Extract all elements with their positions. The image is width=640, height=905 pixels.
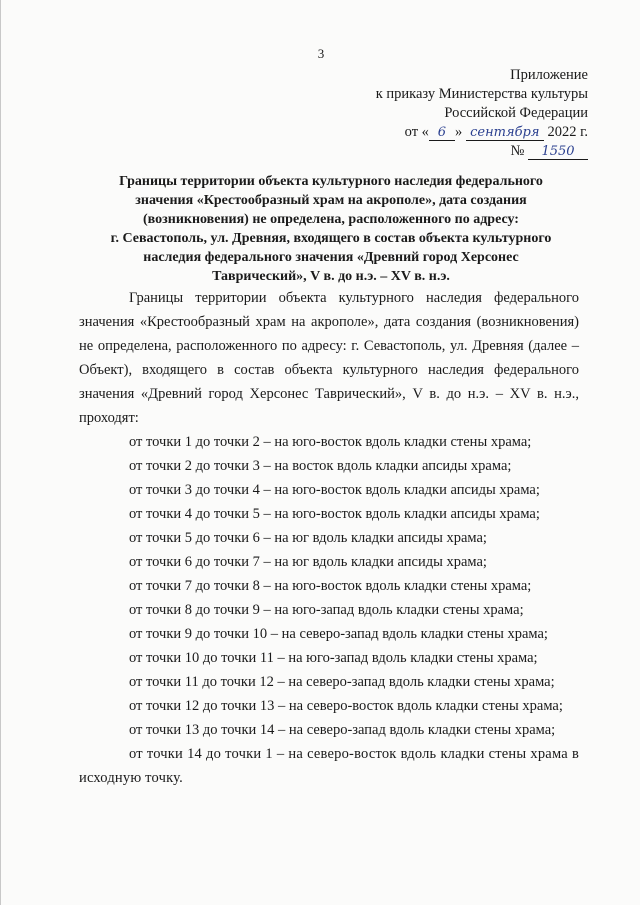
appendix-number-line [376, 142, 588, 161]
list-item: от точки 10 до точки 11 – на юго-запад вдоль кладки стены храма; [129, 650, 538, 666]
list-item: от точки 8 до точки 9 – на юго-запад вдоль кладки стены храма; [129, 602, 524, 618]
appendix-header [376, 66, 588, 161]
title-line: Таврический», V в. до н.э. – XV в. н.э. [212, 269, 450, 284]
list-item: от точки 6 до точки 7 – на юг вдоль кладки апсиды храма; [129, 554, 487, 570]
intro-paragraph: Границы территории объекта культурного наследия федерального значения «Крестообразный храм на акрополе», дата создания (возникновения) не определена, расположенного по адресу: г. Севастополь, ул. Древняя (далее – Объект), входящего в состав объекта культурного наследия федерального значения «Древний город Херсонес Таврический», V в. до н.э. – XV в. н.э., проходят: [79, 290, 579, 426]
document-body [79, 286, 579, 790]
title-line: (возникновения) не определена, расположенного по адресу: [143, 212, 519, 227]
handwritten-number: 1550 [528, 144, 588, 160]
list-item: от точки 7 до точки 8 – на юго-восток вдоль кладки стены храма; [129, 578, 532, 594]
appendix-country-line: Российской Федерации [444, 105, 588, 121]
appendix-date-line [376, 123, 588, 142]
appendix-label: Приложение [510, 67, 588, 83]
list-item: от точки 13 до точки 14 – на северо-запад вдоль кладки стены храма; [129, 722, 556, 738]
page-number: 3 [317, 46, 325, 61]
list-item: от точки 2 до точки 3 – на восток вдоль кладки апсиды храма; [129, 458, 512, 474]
number-prefix: № [510, 143, 525, 159]
list-item: от точки 11 до точки 12 – на северо-запад вдоль кладки стены храма; [129, 674, 555, 690]
list-item: от точки 4 до точки 5 – на юго-восток вдоль кладки апсиды храма; [129, 506, 540, 522]
date-prefix: от « [404, 124, 429, 140]
appendix-order-line: к приказу Министерства культуры [375, 86, 588, 102]
title-line: значения «Крестообразный храм на акрополе», дата создания [135, 193, 527, 208]
list-item: от точки 12 до точки 13 – на северо-восток вдоль кладки стены храма; [129, 698, 563, 714]
title-line: г. Севастополь, ул. Древняя, входящего в состав объекта культурного [110, 231, 552, 246]
final-segment-paragraph: от точки 14 до точки 1 – на северо-восток вдоль кладки стены храма в исходную точку. [79, 746, 579, 786]
document-title [81, 172, 581, 286]
boundary-segment-list [79, 430, 579, 742]
list-item: от точки 3 до точки 4 – на юго-восток вдоль кладки апсиды храма; [129, 482, 540, 498]
list-item: от точки 5 до точки 6 – на юг вдоль кладки апсиды храма; [129, 530, 487, 546]
handwritten-month: сентября [466, 125, 544, 141]
title-line: наследия федерального значения «Древний город Херсонес [143, 250, 519, 265]
date-year: 2022 г. [547, 124, 588, 140]
handwritten-day: 6 [429, 125, 455, 141]
list-item: от точки 1 до точки 2 – на юго-восток вдоль кладки стены храма; [129, 434, 532, 450]
list-item: от точки 9 до точки 10 – на северо-запад вдоль кладки стены храма; [129, 626, 548, 642]
date-quote-close: » [454, 124, 463, 140]
title-line: Границы территории объекта культурного наследия федерального [119, 174, 543, 189]
